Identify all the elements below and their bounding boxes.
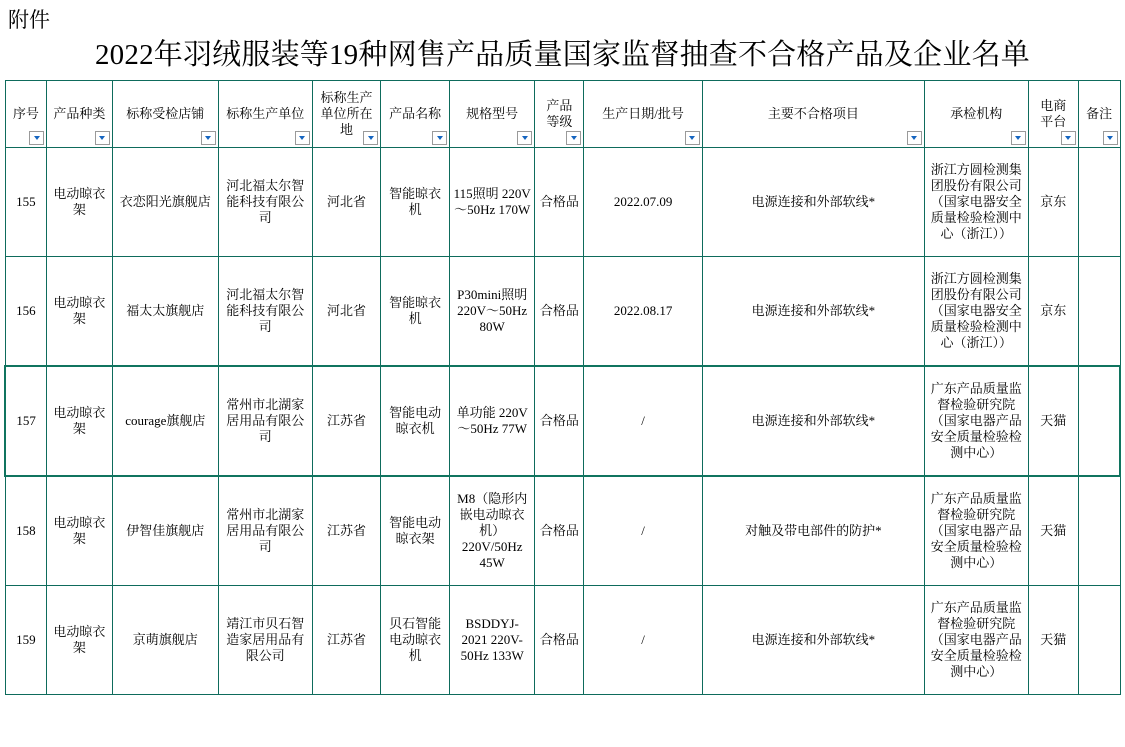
cell-product-name: [381, 586, 450, 695]
cell-shop-text: courage旗舰店: [125, 413, 206, 428]
cell-platform: [1028, 476, 1078, 586]
cell-nonconforming-items: [702, 586, 924, 695]
cell-inspection-agency: [924, 476, 1028, 586]
cell-date: [584, 148, 703, 257]
column-header-location[interactable]: [312, 81, 381, 148]
filter-dropdown-icon[interactable]: [517, 131, 532, 145]
cell-product-name-text: 贝石智能电动晾衣机: [389, 616, 442, 663]
cell-index: [5, 476, 47, 586]
cell-grade-text: 合格品: [539, 194, 579, 209]
cell-category: [47, 257, 113, 367]
cell-date: [584, 476, 703, 586]
cell-location-text: 河北省: [326, 194, 366, 209]
cell-nonconforming-items-text: 对触及带电部件的防护*: [745, 523, 882, 538]
cell-remark: [1078, 366, 1120, 476]
column-header-location-label: 标称生产单位所在地: [320, 90, 373, 137]
column-header-category[interactable]: [47, 81, 113, 148]
cell-manufacturer: [218, 257, 312, 367]
cell-manufacturer: [218, 148, 312, 257]
cell-date-text: 2022.07.09: [613, 194, 673, 209]
column-header-grade-label: 产品等级: [546, 98, 573, 129]
cell-date-text: /: [641, 523, 645, 538]
cell-grade: [535, 476, 584, 586]
cell-grade-text: 合格品: [539, 413, 579, 428]
table-header-row: [5, 81, 1120, 148]
cell-remark: [1078, 476, 1120, 586]
cell-model: [450, 366, 535, 476]
cell-index: [5, 586, 47, 695]
cell-inspection-agency-text: 广东产品质量监督检验研究院（国家电器产品安全质量检验检测中心）: [930, 600, 1022, 679]
cell-shop-text: 衣恋阳光旗舰店: [119, 194, 211, 209]
cell-product-name-text: 智能电动晾衣机: [389, 405, 442, 436]
column-header-model[interactable]: [450, 81, 535, 148]
cell-nonconforming-items-text: 电源连接和外部软线*: [751, 632, 876, 647]
cell-category: [47, 586, 113, 695]
column-header-model-label: 规格型号: [466, 106, 519, 121]
cell-product-name-text: 智能电动晾衣架: [389, 515, 442, 546]
cell-grade-text: 合格品: [539, 303, 579, 318]
cell-index: [5, 366, 47, 476]
cell-index-text: 157: [16, 413, 36, 428]
cell-product-name: [381, 148, 450, 257]
cell-date-text: 2022.08.17: [613, 303, 673, 318]
cell-remark: [1078, 586, 1120, 695]
cell-date-text: /: [641, 632, 645, 647]
cell-nonconforming-items-text: 电源连接和外部软线*: [751, 303, 876, 318]
column-header-inspection-agency-label: 承检机构: [950, 106, 1003, 121]
cell-shop-text: 伊智佳旗舰店: [126, 523, 205, 538]
cell-location-text: 江苏省: [326, 413, 366, 428]
column-header-nonconforming-items-label: 主要不合格项目: [767, 106, 859, 121]
cell-platform: [1028, 586, 1078, 695]
chevron-down-icon: [911, 136, 917, 140]
cell-location-text: 江苏省: [326, 632, 366, 647]
chevron-down-icon: [1065, 136, 1071, 140]
cell-grade: [535, 586, 584, 695]
column-header-date-label: 生产日期/批号: [602, 106, 684, 121]
cell-category-text: 电动晾衣架: [53, 405, 106, 436]
cell-product-name-text: 智能晾衣机: [389, 186, 442, 217]
cell-index-text: 159: [16, 632, 36, 647]
cell-nonconforming-items: [702, 366, 924, 476]
cell-grade: [535, 366, 584, 476]
cell-shop: [112, 366, 218, 476]
chevron-down-icon: [522, 136, 528, 140]
cell-model: [450, 257, 535, 367]
cell-platform: [1028, 148, 1078, 257]
chevron-down-icon: [1107, 136, 1113, 140]
cell-category: [47, 148, 113, 257]
cell-model: [450, 586, 535, 695]
cell-shop: [112, 476, 218, 586]
cell-location: [312, 366, 381, 476]
cell-index: [5, 257, 47, 367]
cell-location: [312, 476, 381, 586]
cell-inspection-agency-text: 广东产品质量监督检验研究院（国家电器产品安全质量检验检测中心）: [930, 491, 1022, 570]
cell-date: [584, 257, 703, 367]
cell-index-text: 158: [16, 523, 36, 538]
cell-date-text: /: [641, 413, 645, 428]
cell-index: [5, 148, 47, 257]
cell-nonconforming-items: [702, 257, 924, 367]
cell-platform-text: 天猫: [1040, 523, 1067, 538]
cell-grade-text: 合格品: [539, 632, 579, 647]
column-header-product-name-label: 产品名称: [389, 106, 442, 121]
column-header-remark-label: 备注: [1086, 106, 1113, 121]
cell-model: [450, 148, 535, 257]
filter-dropdown-icon[interactable]: [29, 131, 44, 145]
cell-shop-text: 京萌旗舰店: [132, 632, 198, 647]
table-row[interactable]: [5, 586, 1120, 695]
cell-inspection-agency: [924, 586, 1028, 695]
cell-manufacturer-text: 常州市北湖家居用品有限公司: [226, 507, 305, 554]
cell-location: [312, 148, 381, 257]
chevron-down-icon: [99, 136, 105, 140]
chevron-down-icon: [437, 136, 443, 140]
cell-product-name-text: 智能晾衣机: [389, 295, 442, 326]
chevron-down-icon: [299, 136, 305, 140]
filter-dropdown-icon[interactable]: [95, 131, 110, 145]
cell-category-text: 电动晾衣架: [53, 515, 106, 546]
cell-manufacturer: [218, 476, 312, 586]
column-header-date[interactable]: [584, 81, 703, 148]
page-title: 2022年羽绒服装等19种网售产品质量国家监督抽查不合格产品及企业名单: [94, 39, 1030, 71]
chevron-down-icon: [689, 136, 695, 140]
cell-model: [450, 476, 535, 586]
chevron-down-icon: [571, 136, 577, 140]
cell-nonconforming-items-text: 电源连接和外部软线*: [751, 194, 876, 209]
cell-manufacturer: [218, 366, 312, 476]
column-header-index-label: 序号: [12, 106, 39, 121]
column-header-manufacturer-label: 标称生产单位: [226, 106, 305, 121]
filter-dropdown-icon[interactable]: [295, 131, 310, 145]
filter-dropdown-icon[interactable]: [685, 131, 700, 145]
filter-dropdown-icon[interactable]: [1103, 131, 1118, 145]
cell-category-text: 电动晾衣架: [53, 624, 106, 655]
cell-shop: [112, 586, 218, 695]
table-row[interactable]: [5, 257, 1120, 367]
cell-remark: [1078, 148, 1120, 257]
cell-product-name: [381, 366, 450, 476]
cell-product-name: [381, 476, 450, 586]
cell-nonconforming-items-text: 电源连接和外部软线*: [751, 413, 876, 428]
cell-remark: [1078, 257, 1120, 367]
cell-date: [584, 586, 703, 695]
chevron-down-icon: [1015, 136, 1021, 140]
cell-category-text: 电动晾衣架: [53, 186, 106, 217]
cell-nonconforming-items: [702, 476, 924, 586]
column-header-platform[interactable]: [1028, 81, 1078, 148]
cell-inspection-agency-text: 广东产品质量监督检验研究院（国家电器产品安全质量检验检测中心）: [930, 381, 1022, 460]
cell-location: [312, 586, 381, 695]
table-row[interactable]: [5, 366, 1120, 476]
chevron-down-icon: [368, 136, 374, 140]
cell-manufacturer-text: 靖江市贝石智造家居用品有限公司: [226, 616, 305, 663]
column-header-remark[interactable]: [1078, 81, 1120, 148]
column-header-grade[interactable]: [535, 81, 584, 148]
filter-dropdown-icon[interactable]: [1011, 131, 1026, 145]
column-header-shop-label: 标称受检店铺: [126, 106, 205, 121]
cell-inspection-agency: [924, 366, 1028, 476]
cell-location: [312, 257, 381, 367]
cell-manufacturer: [218, 586, 312, 695]
cell-inspection-agency-text: 浙江方圆检测集团股份有限公司（国家电器安全质量检验检测中心（浙江））: [930, 271, 1022, 350]
cell-category: [47, 476, 113, 586]
column-header-manufacturer[interactable]: [218, 81, 312, 148]
cell-nonconforming-items: [702, 148, 924, 257]
table-row[interactable]: [5, 476, 1120, 586]
cell-manufacturer-text: 河北福太尔智能科技有限公司: [226, 287, 305, 334]
cell-index-text: 156: [16, 303, 36, 318]
nonconforming-products-table: [4, 80, 1121, 695]
filter-dropdown-icon[interactable]: [907, 131, 922, 145]
filter-dropdown-icon[interactable]: [432, 131, 447, 145]
filter-dropdown-icon[interactable]: [363, 131, 378, 145]
table-row[interactable]: [5, 148, 1120, 257]
cell-inspection-agency: [924, 148, 1028, 257]
column-header-inspection-agency[interactable]: [924, 81, 1028, 148]
cell-model-text: BSDDYJ-2021 220V-50Hz 133W: [460, 616, 524, 663]
cell-manufacturer-text: 常州市北湖家居用品有限公司: [226, 397, 305, 444]
cell-date: [584, 366, 703, 476]
cell-model-text: 单功能 220V～50Hz 77W: [456, 405, 528, 436]
filter-dropdown-icon[interactable]: [201, 131, 216, 145]
cell-inspection-agency-text: 浙江方圆检测集团股份有限公司（国家电器安全质量检验检测中心（浙江））: [930, 162, 1022, 241]
cell-shop: [112, 257, 218, 367]
cell-category-text: 电动晾衣架: [53, 295, 106, 326]
cell-inspection-agency: [924, 257, 1028, 367]
cell-platform-text: 天猫: [1040, 632, 1067, 647]
column-header-category-label: 产品种类: [53, 106, 106, 121]
cell-shop-text: 福太太旗舰店: [126, 303, 205, 318]
cell-platform-text: 天猫: [1040, 413, 1067, 428]
cell-grade-text: 合格品: [539, 523, 579, 538]
cell-location-text: 江苏省: [326, 523, 366, 538]
cell-manufacturer-text: 河北福太尔智能科技有限公司: [226, 178, 305, 225]
attachment-label: 附件: [8, 8, 50, 32]
cell-model-text: M8（隐形内嵌电动晾衣机）220V/50Hz 45W: [457, 491, 528, 570]
column-header-product-name[interactable]: [381, 81, 450, 148]
cell-platform-text: 京东: [1040, 303, 1067, 318]
cell-location-text: 河北省: [326, 303, 366, 318]
column-header-nonconforming-items[interactable]: [702, 81, 924, 148]
filter-dropdown-icon[interactable]: [566, 131, 581, 145]
column-header-shop[interactable]: [112, 81, 218, 148]
column-header-index[interactable]: [5, 81, 47, 148]
cell-model-text: P30mini照明 220V～50Hz 80W: [457, 287, 528, 334]
cell-index-text: 155: [16, 194, 36, 209]
cell-platform-text: 京东: [1040, 194, 1067, 209]
filter-dropdown-icon[interactable]: [1061, 131, 1076, 145]
cell-category: [47, 366, 113, 476]
cell-grade: [535, 148, 584, 257]
cell-grade: [535, 257, 584, 367]
cell-platform: [1028, 366, 1078, 476]
cell-product-name: [381, 257, 450, 367]
cell-shop: [112, 148, 218, 257]
cell-platform: [1028, 257, 1078, 367]
chevron-down-icon: [34, 136, 40, 140]
chevron-down-icon: [205, 136, 211, 140]
cell-model-text: 115照明 220V～50Hz 170W: [453, 186, 531, 217]
column-header-platform-label: 电商平台: [1040, 98, 1067, 129]
